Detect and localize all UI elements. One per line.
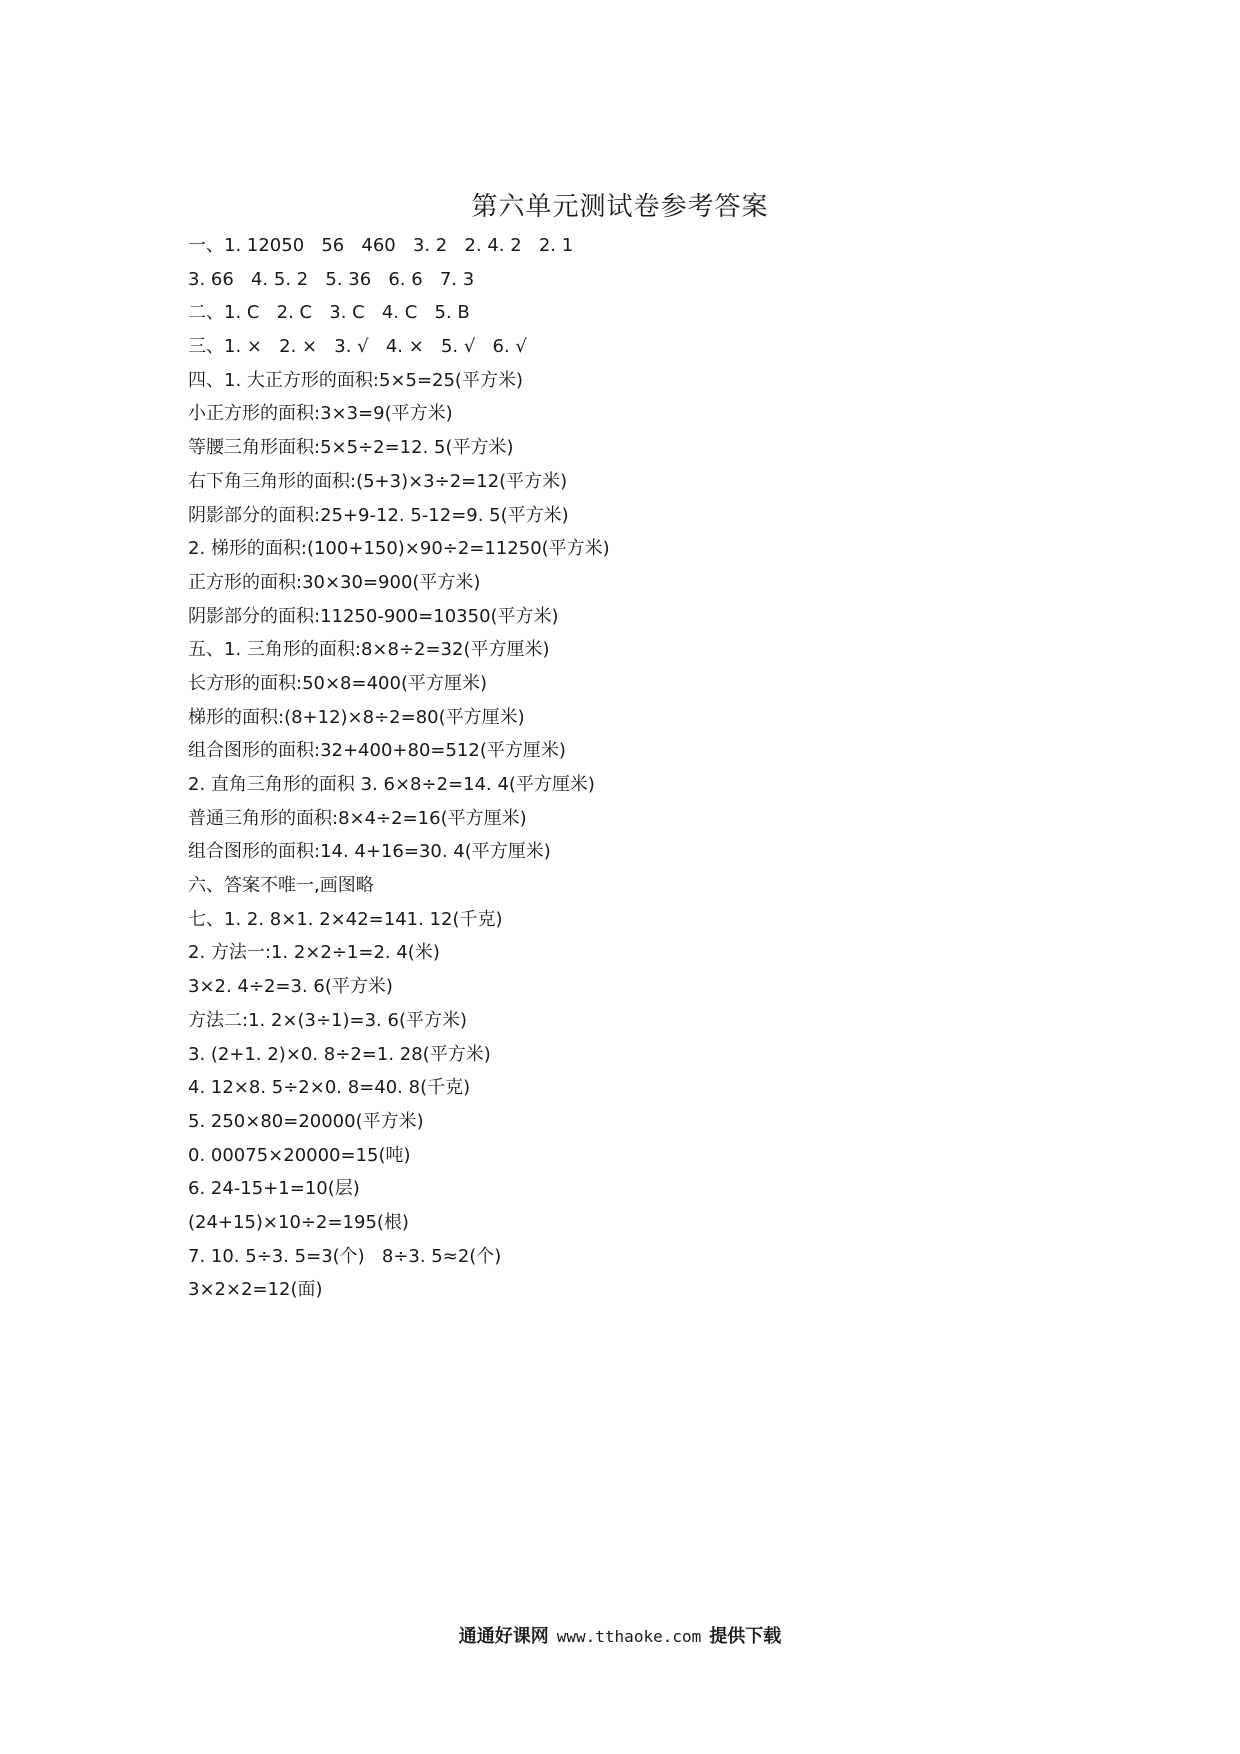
answer-line: 梯形的面积:(8+12)×8÷2=80(平方厘米) [188, 706, 525, 728]
answer-line: 阴影部分的面积:11250-900=10350(平方米) [188, 605, 559, 627]
answer-line: 3×2. 4÷2=3. 6(平方米) [188, 976, 393, 998]
answer-line: 阴影部分的面积:25+9-12. 5-12=9. 5(平方米) [188, 504, 569, 526]
answer-line: 等腰三角形面积:5×5÷2=12. 5(平方米) [188, 437, 514, 459]
answer-line: 正方形的面积:30×30=900(平方米) [188, 571, 481, 593]
answer-line: 六、答案不唯一,画图略 [188, 875, 374, 897]
footer-suffix: 提供下载 [709, 1626, 782, 1647]
answer-line: (24+15)×10÷2=195(根) [188, 1211, 409, 1233]
answer-line: 七、1. 2. 8×1. 2×42=141. 12(千克) [188, 908, 503, 930]
answer-line: 方法二:1. 2×(3÷1)=3. 6(平方米) [188, 1009, 467, 1031]
answer-line: 四、1. 大正方形的面积:5×5=25(平方米) [188, 369, 523, 391]
answer-line: 6. 24-15+1=10(层) [188, 1178, 360, 1200]
answer-line: 组合图形的面积:32+400+80=512(平方厘米) [188, 740, 566, 762]
document-title: 第六单元测试卷参考答案 [471, 192, 769, 222]
answer-line: 普通三角形的面积:8×4÷2=16(平方厘米) [188, 807, 527, 829]
answer-line: 7. 10. 5÷3. 5=3(个) 8÷3. 5≈2(个) [188, 1245, 502, 1267]
answer-line: 三、1. × 2. × 3. √ 4. × 5. √ 6. √ [188, 336, 527, 358]
answer-line: 2. 直角三角形的面积 3. 6×8÷2=14. 4(平方厘米) [188, 774, 595, 795]
answer-line: 2. 梯形的面积:(100+150)×90÷2=11250(平方米) [188, 538, 610, 560]
answer-line: 右下角三角形的面积:(5+3)×3÷2=12(平方米) [188, 470, 568, 492]
answer-line: 一、1. 12050 56 460 3. 2 2. 4. 2 2. 1 [188, 235, 574, 256]
answer-line: 0. 00075×20000=15(吨) [188, 1144, 411, 1166]
answer-line: 2. 方法一:1. 2×2÷1=2. 4(米) [188, 942, 440, 964]
answer-line: 小正方形的面积:3×3=9(平方米) [188, 403, 453, 425]
answer-line: 5. 250×80=20000(平方米) [188, 1110, 424, 1132]
footer-site-name: 通通好课网 [458, 1626, 549, 1647]
footer-url: www.tthaoke.com [556, 1627, 702, 1646]
page-footer [0, 1624, 1240, 1650]
answer-list [188, 229, 1148, 1307]
answer-line: 3. (2+1. 2)×0. 8÷2=1. 28(平方米) [188, 1043, 491, 1065]
answer-line: 4. 12×8. 5÷2×0. 8=40. 8(千克) [188, 1077, 471, 1099]
answer-line: 长方形的面积:50×8=400(平方厘米) [188, 672, 487, 694]
answer-line: 五、1. 三角形的面积:8×8÷2=32(平方厘米) [188, 639, 550, 661]
answer-line: 3. 66 4. 5. 2 5. 36 6. 6 7. 3 [188, 268, 475, 290]
answer-line: 组合图形的面积:14. 4+16=30. 4(平方厘米) [188, 841, 551, 863]
answer-line: 二、1. C 2. C 3. C 4. C 5. B [188, 302, 470, 324]
answer-line: 3×2×2=12(面) [188, 1279, 323, 1301]
